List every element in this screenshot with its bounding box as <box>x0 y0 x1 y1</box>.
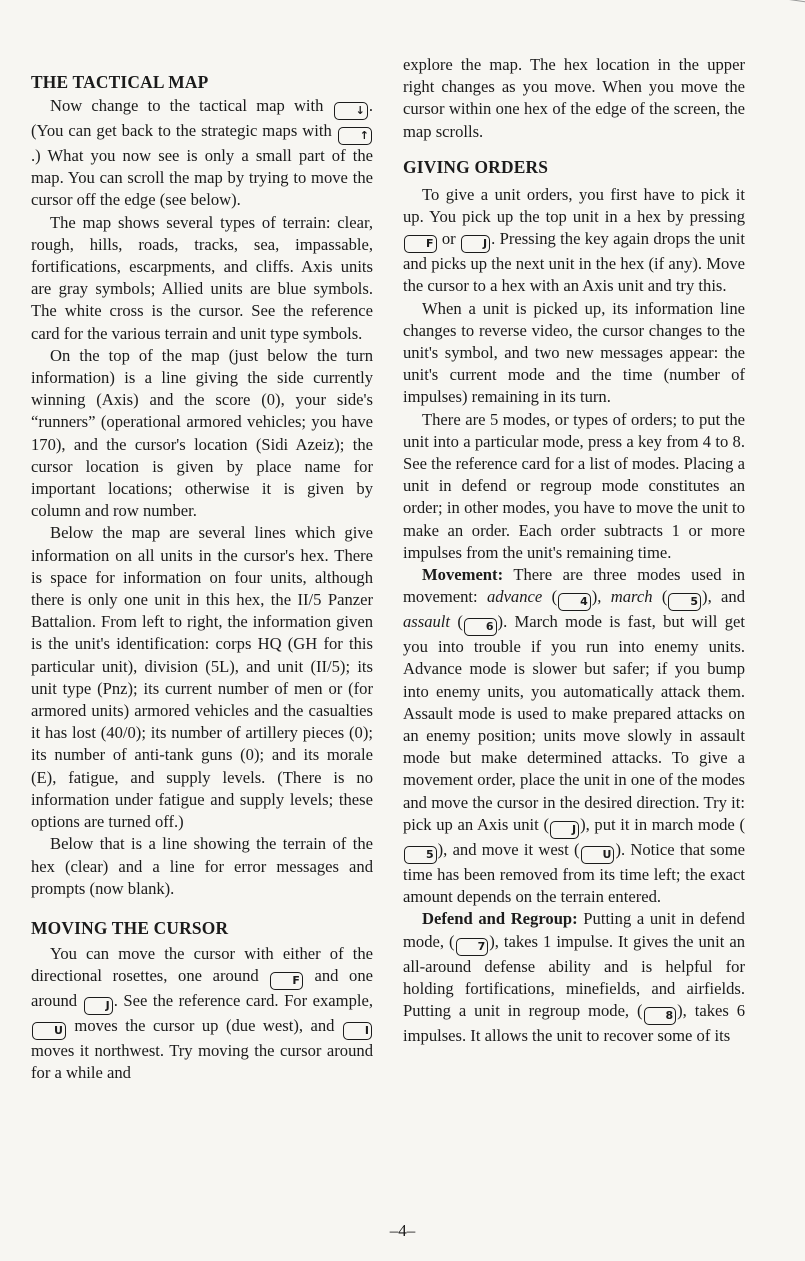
defend-regroup-label: Defend and Regroup: <box>422 909 578 929</box>
j-key-icon: J <box>550 821 579 839</box>
text: . See the reference card. For example, <box>113 991 374 1011</box>
right-column <box>403 54 745 1047</box>
text: ). Notice that some time has been removed from its time left; the exact amount depends on the terrain entered. <box>403 839 746 907</box>
text: To give a unit orders, you first have to pick it up. You pick up the top unit in a hex by pressing <box>403 184 745 227</box>
paragraph: Below the map are several lines which give information on all units in the cursor's hex. There is space for information on four units, although there is only one unit in this hex, the II/5 Panzer Battalion. From left to right, the information given is the unit's identification: corps HQ (GH for this particular unit), division (5L), and unit (II/5); its unit type (Pnz); its current number of men or (for armored units) armored vehicles and the casualties it has lost (40/0); its number of artillery pieces (0); its number of anti-tank guns (0); and its morale (E), fatigue, and supply levels. (There is no information under fatigue and supply levels; these options are turned off.) <box>31 523 373 832</box>
paragraph <box>403 184 745 298</box>
text: or <box>437 229 461 249</box>
movement-label: Movement: <box>422 565 504 585</box>
corner-mark <box>787 0 805 8</box>
text: moves the cursor up (due west), and <box>66 1016 342 1036</box>
down-arrow-key-icon: ↓ <box>334 102 368 120</box>
term-assault: assault <box>403 612 451 632</box>
text: .) What you now see is only a small part of the map. You can scroll the map by trying to move the cursor off the edge (see below). <box>31 146 373 210</box>
text: There are three modes used in movement: <box>403 565 745 607</box>
text: ), put it in march mode ( <box>580 814 745 834</box>
heading-moving-cursor: MOVING THE CURSOR <box>31 917 229 938</box>
paragraph: Movement: There are three modes used in movement: advance ( 4 ), march ( 5 ), and assault ( 6 ). March mode is fast, but will get you into trouble if you run into enemy units. Advance mode is slower but safer; if you bump into enemy units, you automatically attack them. Assault mode is used to make prepared attacks on an enemy position; units move slowly in assault mode but make determined attacks. To give a movement order, place the unit in one of the modes and move the cursor in the desired direction. Try it: pick up an Axis unit ( J ), put it in march mode (5 ), and move it west ( U ). Notice that some time has been removed from its time left; the exact amount depends on the terrain entered. <box>403 565 746 907</box>
key-5-icon: 5 <box>404 846 437 864</box>
f-key-icon: F <box>404 235 437 253</box>
text: ), takes 6 impulses. It allows the unit to recover some of its <box>403 1000 745 1045</box>
key-4-icon: 4 <box>558 593 591 611</box>
paragraph: When a unit is picked up, its information line changes to reverse video, the cursor changes to the unit's symbol, and two new messages appear: the unit's current mode and the time (number of impulses) remaining in its turn. <box>403 298 745 407</box>
term-march: march <box>610 587 653 607</box>
text: . (You can get back to the strategic maps with <box>31 96 373 140</box>
text: You can move the cursor with either of the directional rosettes, one around <box>31 943 373 986</box>
paragraph: explore the map. The hex location in the upper right changes as you move. When you move the cursor within one hex of the edge of the screen, the map scrolls. <box>403 55 745 141</box>
f-key-icon: F <box>270 972 303 990</box>
paragraph: On the top of the map (just below the turn information) is a line giving the side currently winning (Axis) and the score (0), your side's “runners” (operational armored vehicles; you have 170), and the cursor's location (Sidi Azeiz); the cursor location is given by place name for important locations; otherwise it is given by column and row number. <box>31 345 373 521</box>
key-6-icon: 6 <box>464 618 497 636</box>
text: Putting a unit in defend mode, ( <box>403 909 745 951</box>
text: ), and move it west ( <box>437 839 580 859</box>
text: . Pressing the key again drops the unit and picks up the next unit in the hex (if any). Move the cursor to a hex with an Axis unit and try this. <box>403 229 745 296</box>
text: ), takes 1 impulse. It gives the unit an all-around defense ability and is helpful for holding fortifications, minefields, and airfields. Putting a unit in regroup mode, ( <box>403 931 745 1020</box>
paragraph <box>31 943 373 1085</box>
heading-giving-orders: GIVING ORDERS <box>403 156 549 177</box>
page-number: –4– <box>389 1221 416 1240</box>
text: Now change to the tactical map with <box>50 96 333 115</box>
key-8-icon: 8 <box>644 1007 677 1025</box>
u-key-icon: U <box>32 1022 66 1040</box>
paragraph: Below that is a line showing the terrain of the hex (clear) and a line for error messages and prompts (now blank). <box>31 834 373 898</box>
text: and one around <box>31 966 374 1011</box>
heading-tactical-map: THE TACTICAL MAP <box>31 72 209 92</box>
key-7-icon: 7 <box>456 938 489 956</box>
text: moves it northwest. Try moving the cursor around for a while and <box>31 1041 373 1083</box>
paragraph <box>31 95 373 212</box>
j-key-icon: J <box>84 997 113 1015</box>
paragraph: The map shows several types of terrain: clear, rough, hills, roads, tracks, sea, impassable, fortifications, escarpments, and cliffs. Axis units are gray symbols; Allied units are blue symbols. The white cross is the cursor. See the reference card for the various terrain and unit type symbols. <box>31 212 373 343</box>
term-advance: advance <box>486 587 543 607</box>
key-5-icon: 5 <box>668 593 701 611</box>
paragraph <box>403 908 745 1047</box>
paragraph: There are 5 modes, or types of orders; to put the unit into a particular mode, press a key from 4 to 8. See the reference card for a list of modes. Placing a unit in defend or regroup mode constitutes an order; in other modes, you have to move the unit to make an order. Each order subtracts 1 or more impulses from the unit's remaining time. <box>403 409 745 562</box>
left-column <box>31 52 373 1085</box>
u-key-icon: U <box>581 846 615 864</box>
text: . March mode is fast, but will get you into trouble if you run into enemy units. Advance mode is slower but safer; if you bump into enemy units, you automatically attack them. Assault mode is used to make prepared attacks on an enemy position; units move slowly in assault mode but make determined attacks. To give a movement order, place the unit in one of the modes and move the cursor in the desired direction. Try it: pick up an Axis unit ( <box>403 612 745 834</box>
j-key-icon: J <box>461 235 490 253</box>
i-key-icon: I <box>343 1022 372 1040</box>
up-arrow-key-icon: ↑ <box>338 127 372 145</box>
